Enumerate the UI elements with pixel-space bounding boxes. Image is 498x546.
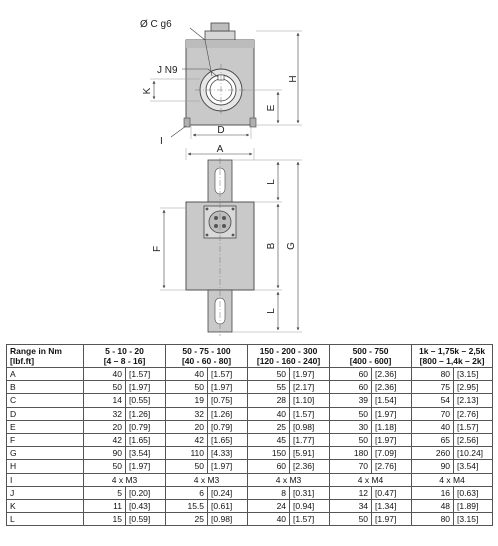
label-a: A [216,144,224,155]
value-mm: 55 [248,381,290,394]
value-inch: [0.61] [208,499,248,512]
table-row [7,368,493,381]
spanned-cell: 4 x M4 [330,473,412,486]
row-label: F [7,433,84,446]
value-mm: 40 [248,513,290,526]
value-mm: 42 [84,433,126,446]
value-mm: 12 [330,486,372,499]
group-1-range-nm: 5 - 10 - 20 [105,346,144,356]
value-inch: [1.97] [372,513,412,526]
value-inch: [1.97] [126,381,166,394]
value-mm: 65 [412,433,454,446]
table-row [7,473,493,486]
value-inch: [0.24] [208,486,248,499]
value-mm: 50 [84,460,126,473]
value-mm: 40 [84,368,126,381]
value-inch: [1.77] [290,433,330,446]
value-mm: 19 [166,394,208,407]
value-inch: [0.47] [372,486,412,499]
table-row [7,460,493,473]
value-mm: 80 [412,513,454,526]
value-inch: [0.20] [126,486,166,499]
dimension-table [6,344,493,526]
value-inch: [1.65] [126,433,166,446]
spanned-cell: 4 x M3 [248,473,330,486]
value-mm: 39 [330,394,372,407]
value-inch: [3.15] [454,513,493,526]
value-mm: 70 [330,460,372,473]
label-d: D [217,125,225,136]
value-inch: [1.57] [208,368,248,381]
value-mm: 20 [166,420,208,433]
value-mm: 40 [166,368,208,381]
value-mm: 50 [166,381,208,394]
header-group-5 [412,345,493,368]
value-mm: 20 [84,420,126,433]
group-5-range-nm: 1k – 1,75k – 2,5k [418,346,486,356]
group-5-range-lbf: [800 – 1,4k – 2k] [419,356,485,366]
value-mm: 30 [330,420,372,433]
value-inch: [3.54] [454,460,493,473]
table-row [7,499,493,512]
value-inch: [10.24] [454,447,493,460]
row-label: B [7,381,84,394]
value-inch: [1.57] [290,513,330,526]
value-inch: [1.10] [290,394,330,407]
group-3-range-lbf: [120 - 160 - 240] [256,356,321,366]
header-range [7,345,84,368]
connector-body [205,31,235,40]
group-4-range-lbf: [400 - 600] [349,356,392,366]
row-label: I [7,473,84,486]
value-mm: 80 [412,368,454,381]
value-mm: 28 [248,394,290,407]
value-inch: [0.59] [126,513,166,526]
spanned-cell: 4 x M3 [84,473,166,486]
table-row [7,394,493,407]
value-mm: 90 [84,447,126,460]
value-inch: [2.95] [454,381,493,394]
value-inch: [1.97] [208,381,248,394]
label-b: B [266,242,277,250]
value-inch: [3.54] [126,447,166,460]
value-inch: [0.55] [126,394,166,407]
value-mm: 24 [248,499,290,512]
value-inch: [5.91] [290,447,330,460]
value-mm: 260 [412,447,454,460]
label-k: K [142,87,153,95]
row-label: L [7,513,84,526]
value-inch: [2.36] [372,368,412,381]
value-inch: [2.36] [372,381,412,394]
value-inch: [1.97] [372,433,412,446]
table-row [7,486,493,499]
value-mm: 150 [248,447,290,460]
value-inch: [2.36] [290,460,330,473]
spanned-cell: 4 x M4 [412,473,493,486]
value-inch: [1.65] [208,433,248,446]
value-mm: 32 [84,407,126,420]
label-i: I [160,136,163,147]
value-mm: 40 [248,407,290,420]
value-mm: 60 [330,368,372,381]
row-label: E [7,420,84,433]
value-mm: 11 [84,499,126,512]
value-inch: [2.17] [290,381,330,394]
value-inch: [1.26] [126,407,166,420]
value-mm: 40 [412,420,454,433]
value-mm: 50 [248,368,290,381]
value-mm: 50 [166,460,208,473]
group-2-range-lbf: [40 - 60 - 80] [181,356,232,366]
table-row [7,513,493,526]
row-label: C [7,394,84,407]
header-group-3 [248,345,330,368]
value-inch: [1.89] [454,499,493,512]
value-mm: 110 [166,447,208,460]
row-label: J [7,486,84,499]
label-h: H [288,75,299,83]
value-inch: [1.97] [290,368,330,381]
table-row [7,433,493,446]
value-inch: [3.15] [454,368,493,381]
value-inch: [0.31] [290,486,330,499]
connector-cap [211,23,229,31]
label-diameter-c: Ø C g6 [140,19,172,30]
table-row [7,407,493,420]
value-inch: [1.18] [372,420,412,433]
value-mm: 5 [84,486,126,499]
top-view [160,148,302,336]
value-inch: [0.98] [208,513,248,526]
value-inch: [7.09] [372,447,412,460]
header-group-4 [330,345,412,368]
value-mm: 15.5 [166,499,208,512]
group-4-range-nm: 500 - 750 [352,346,389,356]
group-2-range-nm: 50 - 75 - 100 [182,346,231,356]
value-inch: [1.57] [454,420,493,433]
value-mm: 60 [248,460,290,473]
value-mm: 8 [248,486,290,499]
table-body [7,368,493,526]
row-label: D [7,407,84,420]
value-inch: [2.56] [454,433,493,446]
value-inch: [1.26] [208,407,248,420]
row-label: G [7,447,84,460]
value-mm: 15 [84,513,126,526]
label-f: F [152,245,163,253]
value-mm: 32 [166,407,208,420]
table-row [7,447,493,460]
value-mm: 16 [412,486,454,499]
table-row [7,381,493,394]
value-inch: [2.76] [454,407,493,420]
group-3-range-nm: 150 - 200 - 300 [259,346,318,356]
value-mm: 54 [412,394,454,407]
row-label: A [7,368,84,381]
value-inch: [1.54] [372,394,412,407]
value-inch: [0.63] [454,486,493,499]
value-inch: [2.76] [372,460,412,473]
value-inch: [2.13] [454,394,493,407]
label-keyway-j: J N9 [157,65,178,76]
table-header-row [7,345,493,368]
value-inch: [4.33] [208,447,248,460]
value-inch: [0.43] [126,499,166,512]
value-mm: 25 [248,420,290,433]
value-inch: [1.97] [126,460,166,473]
value-inch: [1.34] [372,499,412,512]
value-inch: [0.75] [208,394,248,407]
value-mm: 75 [412,381,454,394]
header-range-line2: [lbf.ft] [10,356,35,366]
value-mm: 50 [330,513,372,526]
value-mm: 70 [412,407,454,420]
value-mm: 6 [166,486,208,499]
value-mm: 60 [330,381,372,394]
value-mm: 14 [84,394,126,407]
value-inch: [1.57] [290,407,330,420]
row-label: H [7,460,84,473]
value-inch: [0.98] [290,420,330,433]
label-e: E [266,104,277,112]
value-mm: 45 [248,433,290,446]
header-range-line1: Range in Nm [10,346,62,356]
value-inch: [0.94] [290,499,330,512]
label-g: G [286,242,297,250]
table-row [7,420,493,433]
value-mm: 50 [330,407,372,420]
value-mm: 180 [330,447,372,460]
value-inch: [1.57] [126,368,166,381]
value-inch: [0.79] [126,420,166,433]
value-mm: 50 [84,381,126,394]
front-view [150,23,302,139]
value-inch: [1.97] [372,407,412,420]
header-group-1 [84,345,166,368]
label-l-top: L [266,179,277,185]
value-inch: [0.79] [208,420,248,433]
label-l-bottom: L [266,308,277,314]
value-inch: [1.97] [208,460,248,473]
header-group-2 [166,345,248,368]
group-1-range-lbf: [4 – 8 - 16] [103,356,146,366]
value-mm: 50 [330,433,372,446]
spanned-cell: 4 x M3 [166,473,248,486]
value-mm: 48 [412,499,454,512]
value-mm: 90 [412,460,454,473]
value-mm: 42 [166,433,208,446]
value-mm: 25 [166,513,208,526]
row-label: K [7,499,84,512]
value-mm: 34 [330,499,372,512]
